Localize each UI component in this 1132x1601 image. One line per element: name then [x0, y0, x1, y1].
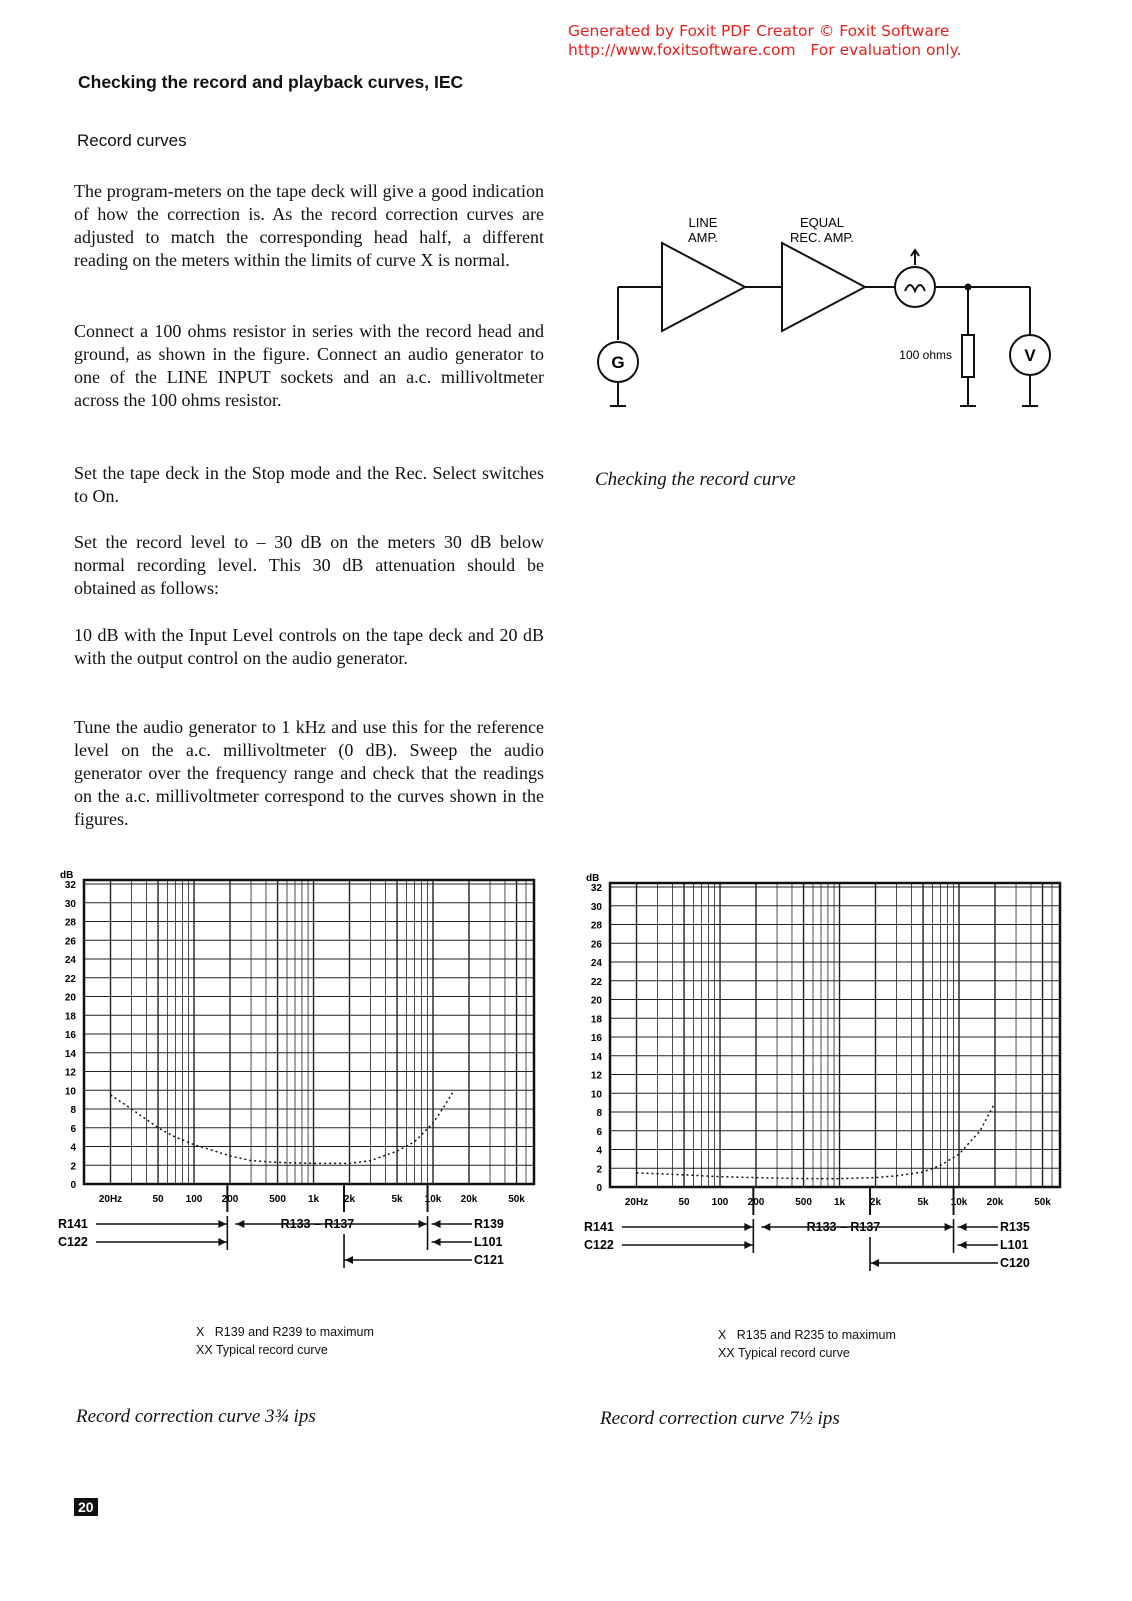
y-tick-label: 24 — [590, 958, 602, 969]
x-tick-label: 20Hz — [624, 1197, 649, 1208]
y-tick-label: 14 — [64, 1048, 76, 1060]
component-arrowhead — [419, 1220, 427, 1228]
x-tick-label: 20k — [986, 1197, 1004, 1208]
y-tick-label: 10 — [64, 1086, 76, 1098]
chart2-legend-xx: XX Typical record curve — [718, 1346, 850, 1360]
x-tick-label: 5k — [917, 1197, 929, 1208]
y-tick-label: 14 — [590, 1051, 602, 1063]
x-tick-label: 50 — [152, 1194, 164, 1205]
chart1-legend-x: X R139 and R239 to maximum — [196, 1325, 374, 1339]
y-tick-label: 2 — [70, 1161, 76, 1173]
y-tick-label: 20 — [64, 992, 76, 1004]
component-arrowhead — [433, 1220, 441, 1228]
y-tick-label: 26 — [590, 939, 602, 951]
record-curve-chart-7-5-ips — [582, 873, 1082, 1303]
component-left-bottom: C122 — [584, 1238, 614, 1252]
y-tick-label: 30 — [590, 901, 602, 913]
y-tick-label: 6 — [70, 1123, 76, 1135]
component-arrowhead — [345, 1256, 353, 1264]
y-tick-label: 0 — [70, 1180, 76, 1191]
y-tick-label: 4 — [70, 1142, 76, 1154]
record-curve-line — [111, 1090, 455, 1163]
chart-frame — [84, 880, 534, 1184]
paragraph-2: Connect a 100 ohms resistor in series with the record head and ground, as shown in the figure. Connect an audio generator to one of the LINE INPUT sockets and an a.c. millivoltmeter across the 100 ohms resistor. — [74, 321, 544, 410]
component-right: L101 — [1000, 1238, 1029, 1252]
resistor-100-ohms — [962, 335, 974, 377]
y-tick-label: 22 — [64, 973, 76, 985]
component-left-top: R141 — [584, 1220, 614, 1234]
y-tick-label: 16 — [64, 1030, 76, 1041]
paragraph-6: Tune the audio generator to 1 kHz and use this for the reference level on the a.c. millivoltmeter (0 dB). Sweep the audio generator over the frequency range and check that the readings on the a.c. millivoltmeter correspond to the curves shown in the figures. — [74, 717, 544, 829]
voltmeter-label: V — [1024, 346, 1036, 365]
paragraph-3: Set the tape deck in the Stop mode and the Rec. Select switches to On. — [74, 463, 544, 506]
component-arrowhead — [945, 1223, 953, 1231]
x-tick-label: 2k — [869, 1197, 882, 1208]
y-tick-label: 18 — [64, 1011, 76, 1023]
component-arrowhead — [959, 1223, 967, 1231]
x-tick-label: 500 — [269, 1194, 286, 1205]
x-tick-label: 1k — [307, 1194, 320, 1205]
y-tick-label: 16 — [590, 1033, 602, 1044]
component-left-bottom: C122 — [58, 1235, 88, 1249]
watermark-note: For evaluation only. — [810, 41, 962, 59]
y-tick-label: 8 — [70, 1105, 76, 1116]
chart-frame — [610, 883, 1060, 1187]
component-arrowhead — [762, 1223, 770, 1231]
component-right: C121 — [474, 1253, 504, 1267]
x-tick-label: 10k — [424, 1194, 442, 1205]
x-tick-label: 200 — [747, 1197, 765, 1208]
line-amp-triangle — [662, 243, 745, 331]
paragraph-5: 10 dB with the Input Level controls on the tape deck and 20 dB with the output control on the audio generator. — [74, 625, 544, 668]
y-tick-label: 28 — [590, 920, 602, 932]
chart2-legend-x: X R135 and R235 to maximum — [718, 1328, 896, 1342]
y-axis-unit-label: dB — [586, 873, 600, 884]
x-tick-label: 10k — [950, 1197, 968, 1208]
component-left-top: R141 — [58, 1217, 88, 1231]
x-tick-label: 1k — [833, 1197, 846, 1208]
x-tick-label: 100 — [711, 1197, 729, 1208]
y-tick-label: 4 — [596, 1145, 602, 1157]
chart2-caption: Record correction curve 7½ ips — [600, 1408, 840, 1429]
y-tick-label: 10 — [590, 1089, 602, 1101]
y-tick-label: 6 — [596, 1126, 602, 1138]
x-tick-label: 20k — [460, 1194, 478, 1205]
y-tick-label: 32 — [64, 880, 76, 891]
x-tick-label: 5k — [391, 1194, 403, 1205]
x-tick-label: 50 — [678, 1197, 690, 1208]
y-tick-label: 2 — [596, 1164, 602, 1176]
section-subheading: Record curves — [77, 131, 187, 150]
y-axis-unit-label: dB — [60, 870, 74, 881]
component-arrowhead — [744, 1223, 752, 1231]
component-arrowhead — [236, 1220, 244, 1228]
x-tick-label: 20Hz — [98, 1194, 123, 1205]
paragraph-4: Set the record level to – 30 dB on the meters 30 dB below normal recording level. This 30 dB attenuation should be obtained as follows: — [74, 532, 544, 598]
x-tick-label: 200 — [221, 1194, 239, 1205]
y-tick-label: 30 — [64, 898, 76, 910]
y-tick-label: 18 — [590, 1014, 602, 1026]
y-tick-label: 24 — [64, 955, 76, 966]
y-tick-label: 26 — [64, 936, 76, 948]
chart1-caption: Record correction curve 3¾ ips — [76, 1406, 316, 1427]
watermark-url[interactable]: http://www.foxitsoftware.com — [568, 41, 796, 59]
record-curve-line — [637, 1103, 996, 1179]
equal-amp-label-2: REC. AMP. — [789, 230, 855, 245]
x-tick-label: 50k — [1034, 1197, 1051, 1208]
watermark-line-1: Generated by Foxit PDF Creator © Foxit Software — [568, 22, 950, 40]
circuit-caption: Checking the record curve — [595, 469, 796, 490]
page-heading: Checking the record and playback curves, IEC — [78, 72, 464, 92]
y-tick-label: 20 — [590, 995, 602, 1007]
resistor-label: 100 ohms — [899, 348, 952, 362]
record-curve-chart-3-75-ips — [56, 870, 556, 1300]
page-number: 20 — [74, 1498, 98, 1516]
line-amp-label-1: LINE — [688, 215, 718, 230]
record-head-symbol — [895, 267, 935, 307]
equal-rec-amp-triangle — [782, 243, 865, 331]
component-arrowhead — [218, 1220, 226, 1228]
component-arrowhead — [871, 1259, 879, 1267]
component-right: R139 — [474, 1217, 504, 1231]
line-amp-label-2: AMP. — [687, 230, 719, 245]
component-mid: R133 – R137 — [280, 1217, 355, 1231]
component-mid: R133 – R137 — [806, 1220, 881, 1234]
y-tick-label: 12 — [64, 1067, 76, 1079]
paragraph-1: The program-meters on the tape deck will give a good indication of how the correction is. As the record correction curves are adjusted to match the corresponding head half, a different reading on the meters within the limits of curve X is normal. — [74, 181, 544, 270]
component-arrowhead — [959, 1241, 967, 1249]
x-tick-label: 2k — [343, 1194, 356, 1205]
watermark-line-2 — [568, 41, 962, 60]
component-right: R135 — [1000, 1220, 1030, 1234]
component-arrowhead — [744, 1241, 752, 1249]
y-tick-label: 22 — [590, 976, 602, 988]
component-arrowhead — [218, 1238, 226, 1246]
x-tick-label: 100 — [185, 1194, 203, 1205]
x-tick-label: 500 — [795, 1197, 812, 1208]
y-tick-label: 0 — [596, 1183, 602, 1194]
generator-label: G — [611, 353, 625, 372]
component-right: C120 — [1000, 1256, 1030, 1270]
y-tick-label: 8 — [596, 1108, 602, 1119]
y-tick-label: 12 — [590, 1070, 602, 1082]
x-tick-label: 50k — [508, 1194, 525, 1205]
equal-amp-label-1: EQUAL — [799, 215, 845, 230]
record-circuit-diagram — [590, 205, 1070, 425]
y-tick-label: 28 — [64, 917, 76, 929]
chart1-legend-xx: XX Typical record curve — [196, 1343, 328, 1357]
y-tick-label: 32 — [590, 883, 602, 894]
component-right: L101 — [474, 1235, 503, 1249]
component-arrowhead — [433, 1238, 441, 1246]
